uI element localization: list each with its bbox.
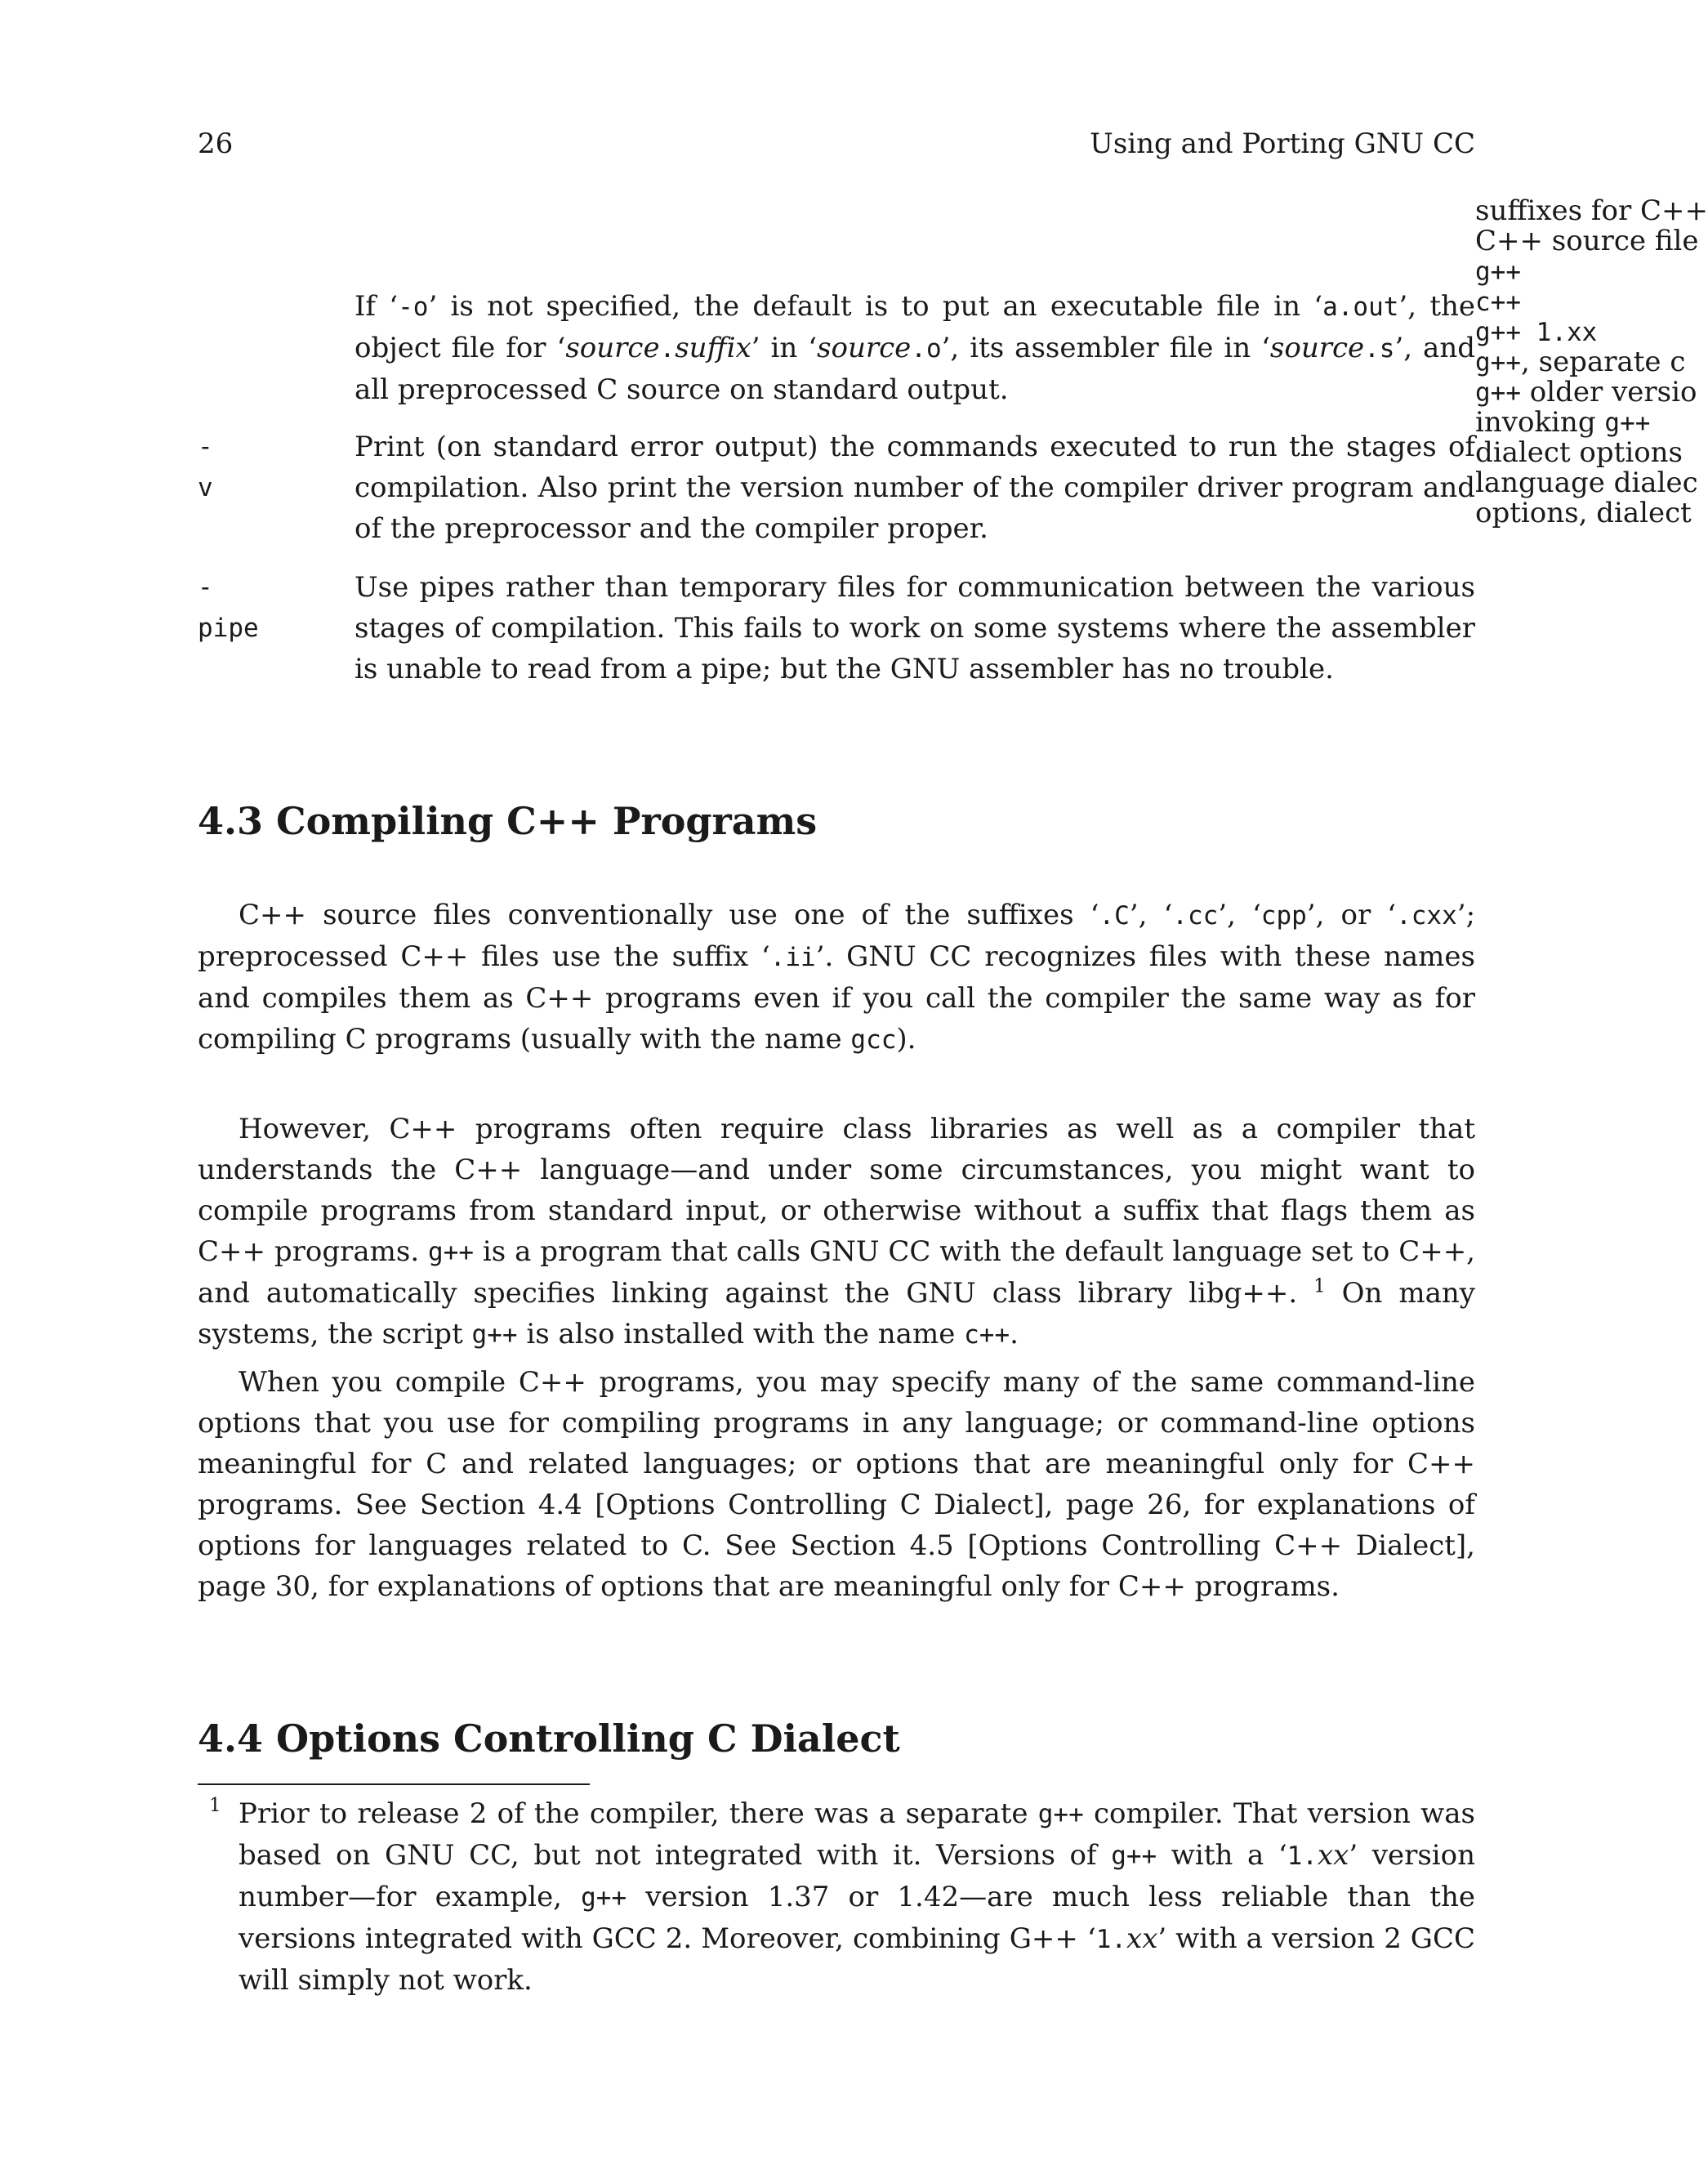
page-number: 26	[198, 127, 234, 160]
section-heading	[198, 1714, 1475, 1763]
paragraph: However, C++ programs often require class libraries as well as a compiler that understands the C++ language—and under some circumstances, you might want to compile programs from standard input, or otherwise without a suffix that flags them as C++ programs. g++ is a program that calls GNU CC with the default language set to C++, and automatically specifies linking against the GNU class library libg++. $^1$ On many systems, the script g++ is also installed with the name c++.	[198, 1113, 1475, 1350]
footnote-rule	[198, 1783, 590, 1785]
index-entry: g++ older versio	[1475, 376, 1697, 408]
section-title: Options Controlling C Dialect	[276, 1716, 900, 1761]
option-description: Use pipes rather than temporary files for communication between the various stages of compilation. This fails to work on some systems where the assembler is unable to read from a pipe; but the GNU assembler has no trouble.	[355, 571, 1475, 685]
option-o-text: If ‘-o’ is not specified, the default is to put an executable file in ‘a.out’, the object file for ‘source.suffix’ in ‘source.o’, its assembler file in ‘source.s’, and all preprocessed C source on standard output.	[355, 290, 1476, 406]
running-title: Using and Porting GNU CC	[1090, 127, 1475, 160]
section-number: 4.3	[198, 799, 264, 843]
index-entry: options, dialect	[1475, 497, 1692, 529]
index-entry: language dialec	[1475, 466, 1698, 499]
section-number: 4.4	[198, 1716, 264, 1761]
index-entry: suffixes for C++	[1475, 194, 1708, 227]
index-entry: g++	[1475, 257, 1521, 287]
index-entry: c++	[1475, 288, 1521, 317]
index-entry: invoking g++	[1475, 406, 1651, 439]
section-heading	[198, 797, 1475, 846]
option-description: Print (on standard error output) the commands executed to run the stages of compilation. Also print the version number of the compiler driver program and of the preprocessor and the compiler proper.	[355, 431, 1475, 545]
margin-index	[1475, 194, 1708, 529]
paragraph: When you compile C++ programs, you may specify many of the same command-line options that you use for compiling programs in any language; or command-line options meaningful for C and related languages; or options that are meaningful only for C++ programs. See Section 4.4 [Options Controlling C Dialect], page 26, for explanations of options for languages related to C. See Section 4.5 [Options Controlling C++ Dialect], page 30, for explanations of options that are meaningful only for C++ programs.	[198, 1366, 1475, 1603]
footnote-reference[interactable]: 1	[1313, 1275, 1326, 1297]
index-entry: dialect options	[1475, 436, 1683, 469]
index-entry: C++ source file	[1475, 225, 1699, 257]
index-entry: g++, separate c	[1475, 346, 1686, 378]
option-term: -pipe	[198, 573, 259, 643]
option-term: -v	[198, 432, 213, 502]
section-title: Compiling C++ Programs	[276, 799, 818, 843]
footnote-text: Prior to release 2 of the compiler, there was a separate g++ compiler. That version was based on GNU CC, but not integrated with it. Versions of g++ with a ‘1.xx’ version number—for example, g++ version 1.37 or 1.42—are much less reliable than the versions integrated with GCC 2. Moreover, combining G++ ‘1.xx’ with a version 2 GCC will simply not work.	[239, 1797, 1476, 1997]
index-entry: g++ 1.xx	[1475, 318, 1598, 347]
paragraph: C++ source files conventionally use one of the suffixes ‘.C’, ‘.cc’, ‘cpp’, or ‘.cxx’; preprocessed C++ files use the suffix ‘.ii’. GNU CC recognizes files with these names and compiles them as C++ programs even if you call the compiler the same way as for compiling C programs (usually with the name gcc).	[198, 899, 1476, 1056]
footnote-mark: 1	[209, 1795, 221, 1816]
footnote	[198, 1793, 1475, 2001]
